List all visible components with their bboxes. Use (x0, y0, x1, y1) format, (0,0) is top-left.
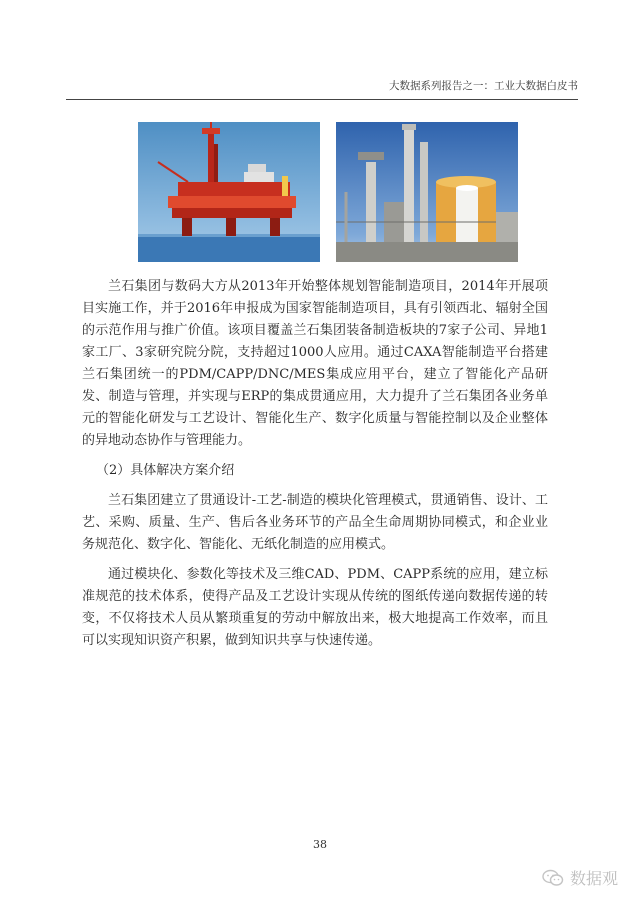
header-title: 大数据系列报告之一：工业大数据白皮书 (389, 80, 578, 92)
wechat-icon (542, 869, 564, 887)
watermark (542, 866, 618, 889)
body-paragraph: 兰石集团建立了贯通设计-工艺-制造的模块化管理模式，贯通销售、设计、工艺、采购、质量、生产、售后各业务环节的产品全生命周期协同模式，和企业业务规范化、数字化、智能化、无纸化制造的应用模式。 (82, 493, 548, 552)
body-text (82, 276, 548, 660)
body-paragraph: 兰石集团与数码大方从2013年开始整体规划智能制造项目，2014年开展项目实施工作，并于2016年申报成为国家智能制造项目，具有引领西北、辐射全国的示范作用与推广价值。该项目覆盖兰石集团装备制造板块的7家子公司、异地1家工厂、3家研究院分院，支持超过1000人应用。通过CAXA智能制造平台搭建兰石集团统一的PDM/CAPP/DNC/MES集成应用平台，建立了智能化产品研发、制造与管理，并实现与ERP的集成贯通应用，大力提升了兰石集团各业务单元的智能化研发与工艺设计、智能化生产、数字化质量与智能控制以及企业整体的异地动态协作与管理能力。 (82, 279, 548, 448)
offshore-oil-platform-photo (138, 122, 320, 262)
photo-row (138, 122, 522, 262)
section-subheading: （2）具体解决方案介绍 (96, 463, 235, 478)
industrial-plant-photo (336, 122, 518, 262)
page-header (66, 78, 578, 100)
watermark-text: 数据观 (569, 869, 618, 888)
body-paragraph: 通过模块化、参数化等技术及三维CAD、PDM、CAPP系统的应用，建立标准规范的技术体系，使得产品及工艺设计实现从传统的图纸传递向数据传递的转变，不仅将技术人员从繁琐重复的劳动中解放出来，极大地提高工作效率，而且可以实现知识资产积累，做到知识共享与快速传递。 (82, 567, 548, 648)
page-number: 38 (313, 838, 327, 851)
